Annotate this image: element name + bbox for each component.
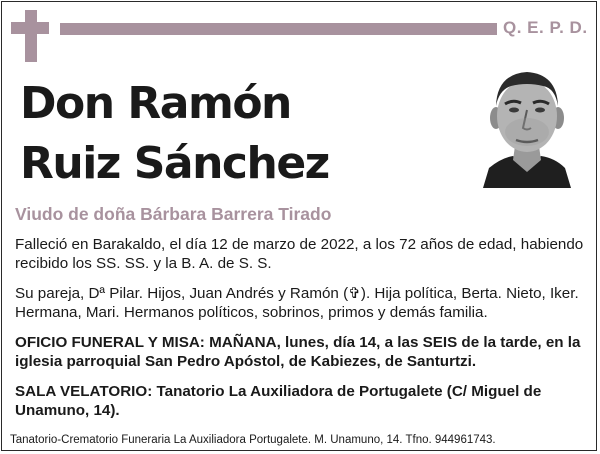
cross-icon-bar bbox=[11, 22, 49, 34]
deceased-name-line-1: Don Ramón bbox=[20, 78, 291, 129]
funeral-home-footer: Tanatorio-Crematorio Funeraria La Auxiliadora Portugalete. M. Unamuno, 14. Tfno. 944961743. bbox=[10, 434, 496, 446]
family-list-part-2: ). Hija política, Berta. Nieto, Iker. Hermana, Mari. Hermanos políticos, sobrinos, primos y demás familia. bbox=[15, 285, 579, 321]
funeral-service: OFICIO FUNERAL Y MISA: MAÑANA, lunes, día 14, a las SEIS de la tarde, en la iglesia parroquial San Pedro Apóstol, de Kabiezes, de Santurtzi. bbox=[15, 334, 581, 370]
family-list bbox=[15, 284, 587, 322]
qepd-label: Q. E. P. D. bbox=[503, 18, 588, 37]
death-announcement: Falleció en Barakaldo, el día 12 de marzo de 2022, a los 72 años de edad, habiendo recibido los SS. SS. y la B. A. de S. S. bbox=[15, 236, 584, 272]
deceased-name-line-2: Ruiz Sánchez bbox=[20, 138, 329, 189]
cross-icon bbox=[25, 10, 37, 62]
family-list-part-1: Su pareja, Dª Pilar. Hijos, Juan Andrés y Ramón ( bbox=[15, 285, 349, 302]
portrait-photo bbox=[483, 60, 571, 188]
wake-room: SALA VELATORIO: Tanatorio La Auxiliadora de Portugalete (C/ Miguel de Unamuno, 14). bbox=[15, 383, 542, 419]
subtitle-widower: Viudo de doña Bárbara Barrera Tirado bbox=[15, 204, 332, 224]
deceased-cross-icon: ✞ bbox=[348, 285, 361, 302]
header-bar bbox=[60, 23, 497, 35]
